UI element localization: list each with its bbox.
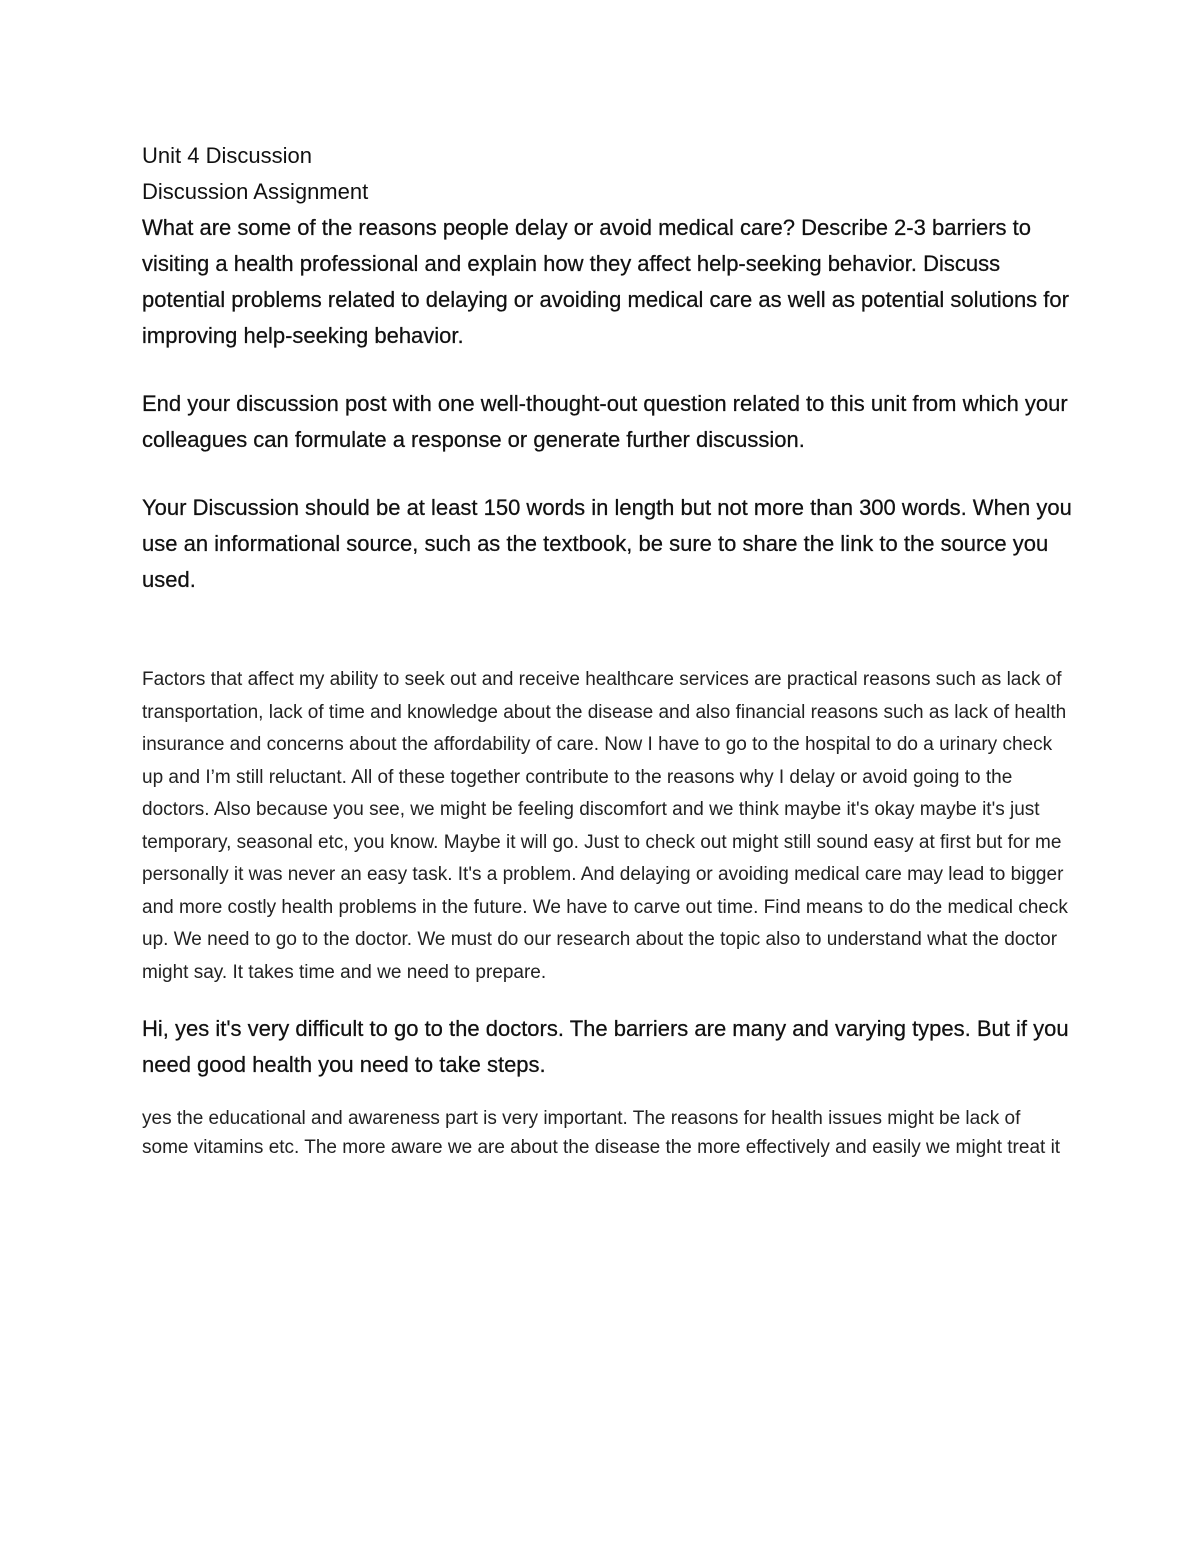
discussion-response-paragraph: Factors that affect my ability to seek out and receive healthcare services are practical reasons such as lack of transportation, lack of time and knowledge about the disease and also financial reasons such as lack of health insurance and concerns about the affordability of care. Now I have to go to the hospital to do a urinary check up and I’m still reluctant. All of these together contribute to the reasons why I delay or avoid going to the doctors. Also because you see, we might be feeling discomfort and we think maybe it's okay maybe it's just temporary, seasonal etc, you know. Maybe it will go. Just to check out might still sound easy at first but for me personally it was never an easy task. It's a problem. And delaying or avoiding medical care may lead to bigger and more costly health problems in the future. We have to carve out time. Find means to do the medical check up. We need to go to the doctor. We must do our research about the topic also to understand what the doctor might say. It takes time and we need to prepare. xyxy=(142,669,1068,983)
question-instruction-paragraph: End your discussion post with one well-thought-out question related to this unit from which your colleagues can formulate a response or generate further discussion. xyxy=(142,391,1068,452)
paragraph-spacer xyxy=(142,354,1072,386)
length-instruction-paragraph: Your Discussion should be at least 150 words in length but not more than 300 words. When you use an informational source, such as the textbook, be sure to share the link to the source you used. xyxy=(142,495,1072,592)
section-spacer xyxy=(142,989,1072,1011)
peer-reply-plain: yes the educational and awareness part is very important. The reasons for health issues might be lack of some vitamins etc. The more aware we are about the disease the more effectively and easily we might treat it xyxy=(142,1108,1061,1158)
peer-reply-bold: Hi, yes it's very difficult to go to the doctors. The barriers are many and varying types. But if you need good health you need to take steps. xyxy=(142,1016,1069,1077)
paragraph-spacer xyxy=(142,458,1072,490)
section-spacer xyxy=(142,1083,1072,1105)
assignment-prompt-paragraph: What are some of the reasons people delay or avoid medical care? Describe 2-3 barriers to visiting a health professional and explain how they affect help-seeking behavior. Discuss potential problems related to delaying or avoiding medical care as well as potential solutions for improving help-seeking behavior. xyxy=(142,215,1069,348)
section-spacer xyxy=(142,598,1072,664)
document-title: Unit 4 Discussion xyxy=(142,143,312,168)
document-content xyxy=(142,138,1072,1162)
document-subtitle: Discussion Assignment xyxy=(142,179,369,204)
